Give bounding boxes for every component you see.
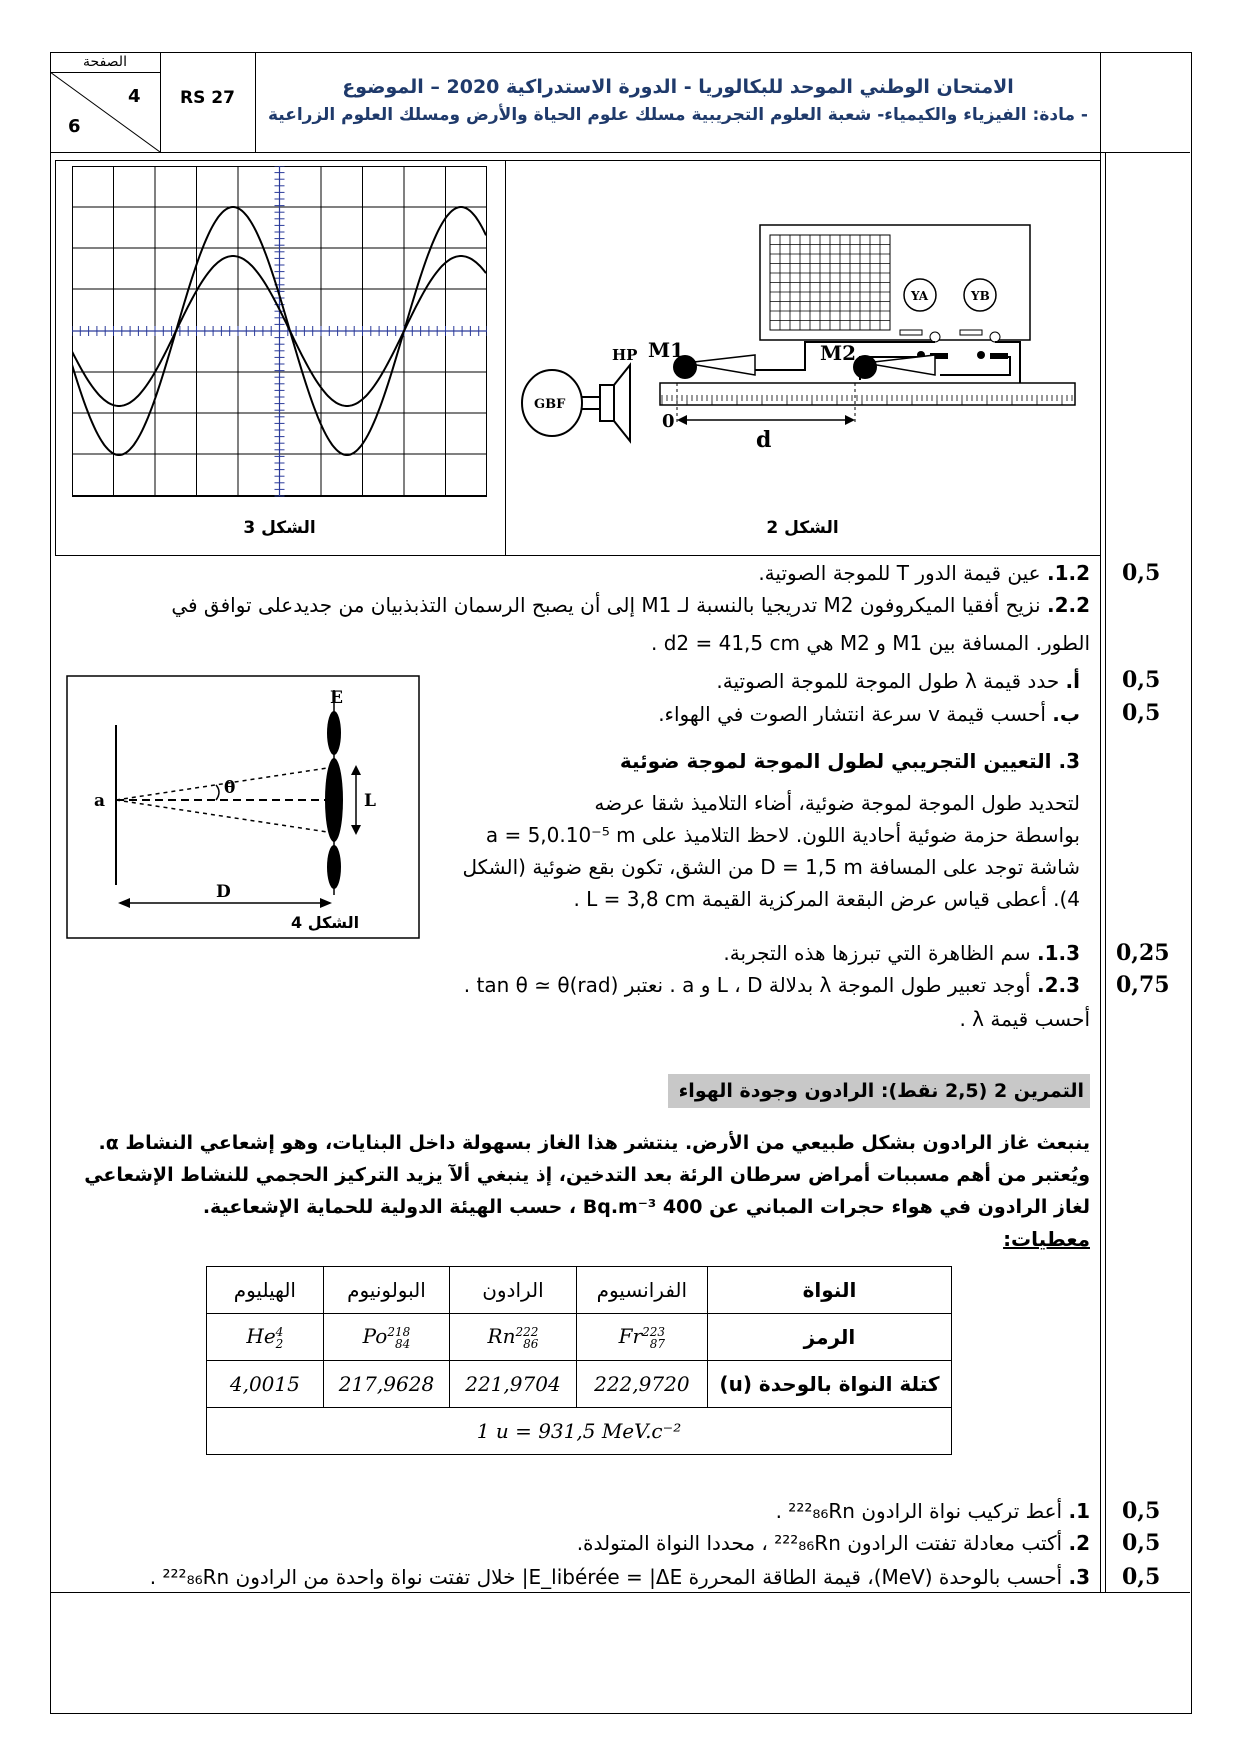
- row-header-symbol: الرمز: [707, 1314, 951, 1361]
- name-francium: الفرانسيوم: [576, 1267, 707, 1314]
- figure-3-oscillogram: [72, 166, 487, 506]
- nuclei-data-table: [206, 1266, 952, 1455]
- theta-label: θ: [224, 778, 236, 798]
- table-row: [207, 1361, 952, 1408]
- figure-2-setup: [520, 215, 1095, 515]
- question-text: أكتب معادلة تفتت الرادون ²²²₈₆Rn ، محددا النواة المتولدة.: [576, 1531, 1063, 1555]
- exercise-2-intro-3: لغاز الرادون في هواء حجرات المباني عن 400 Bq.m⁻³ ، حسب الهيئة الدولية للحماية الإشعاعية.: [202, 1196, 1090, 1218]
- figure-4-diffraction: [66, 675, 421, 940]
- question-text: أحسب بالوحدة (MeV)، قيمة الطاقة المحررة E_libérée = |ΔE| خلال تفتت نواة واحدة من الرادون ²²²₈₆Rn .: [149, 1565, 1063, 1589]
- question-1-3: [430, 938, 1080, 968]
- m2-label: M2: [820, 341, 857, 365]
- figure-2-caption: الشكل 2: [766, 518, 839, 538]
- points-ex2-1: 0,5: [1122, 1498, 1161, 1524]
- name-radon: الرادون: [450, 1267, 577, 1314]
- question-number: 2.2.: [1046, 593, 1090, 617]
- part-3-para-2: a = 5,0.10⁻⁵ m بواسطة حزمة ضوئية أحادية اللون. لاحظ التلاميذ على: [485, 823, 1080, 847]
- row-header-mass: كتلة النواة بالوحدة (u): [707, 1361, 951, 1408]
- symbol-francium: 223 87Fr: [576, 1314, 707, 1361]
- question-number: ب.: [1052, 702, 1080, 726]
- name-helium: الهيليوم: [207, 1267, 324, 1314]
- symbol-helium: 4 2He: [207, 1314, 324, 1361]
- figure-3-caption: الشكل 3: [243, 518, 316, 538]
- distance-d-label: D: [216, 882, 231, 902]
- question-text: عين قيمة الدور T للموجة الصوتية.: [758, 561, 1041, 585]
- question-number: 1.2.: [1046, 561, 1090, 585]
- symbol-polonium: 218 84Po: [323, 1314, 450, 1361]
- mass-polonium: 217,9628: [323, 1361, 450, 1408]
- question-2-2-b: [440, 699, 1080, 729]
- question-2-2-a: [440, 666, 1080, 696]
- exam-title: الامتحان الوطني الموحد للبكالوريا - الدورة الاستدراكية 2020 – الموضوع: [342, 76, 1014, 98]
- gbf-label: GBF: [534, 397, 566, 412]
- question-text: أعط تركيب نواة الرادون ²²²₈₆Rn .: [775, 1499, 1063, 1523]
- page-label: الصفحة: [83, 54, 127, 70]
- question-number: 2.: [1068, 1531, 1090, 1555]
- width-l-label: L: [364, 791, 376, 811]
- mass-radon: 221,9704: [450, 1361, 577, 1408]
- points-ex2-2: 0,5: [1122, 1530, 1161, 1556]
- m1-label: M1: [648, 338, 685, 362]
- exercise-2-title: التمرين 2 (2,5 نقط): الرادون وجودة الهواء: [668, 1074, 1090, 1108]
- table-row: [207, 1408, 952, 1455]
- points-2-3: 0,75: [1116, 972, 1170, 998]
- exercise-2-intro-1: ينبعث غاز الرادون بشكل طبيعي من الأرض. ينتشر هذا الغاز بسهولة داخل البنايات، وهو إشعاعي النشاط α.: [98, 1132, 1090, 1154]
- row-header-nucleus: النواة: [707, 1267, 951, 1314]
- points-2-2-b: 0,5: [1122, 700, 1161, 726]
- unit-conversion: 1 u = 931,5 MeV.c⁻²: [207, 1408, 952, 1455]
- ex2-question-2: [400, 1528, 1090, 1558]
- part-3-title: 3. التعيين التجريبي لطول الموجة لموجة ضوئية: [619, 749, 1080, 773]
- mass-francium: 222,9720: [576, 1361, 707, 1408]
- exercise-2-intro-2: ويُعتبر من أهم مسببات أمراض سرطان الرئة بعد التدخين، إذ ينبغي ألآ يزيد التركيز الحجمي للنشاط الإشعاعي: [84, 1164, 1090, 1186]
- question-text: أوجد تعبير طول الموجة λ بدلالة L ، D و a . نعتبر tan θ ≃ θ(rad) .: [463, 973, 1031, 997]
- part-3-para-4: 4). أعطى قياس عرض البقعة المركزية القيمة L = 3,8 cm .: [573, 887, 1080, 911]
- question-2-2-cont: الطور. المسافة بين M1 و M2 هي d2 = 41,5 cm .: [651, 631, 1090, 655]
- page-total: 6: [68, 116, 81, 137]
- exam-code: RS 27: [180, 88, 235, 108]
- points-ex2-3: 0,5: [1122, 1564, 1161, 1590]
- part-3-para-1: لتحديد طول الموجة لموجة ضوئية، أضاء التلاميذ شقا عرضه: [594, 791, 1080, 815]
- question-number: 2.3.: [1036, 973, 1080, 997]
- yb-label: YB: [971, 289, 990, 303]
- table-row: [207, 1267, 952, 1314]
- points-1-3: 0,25: [1116, 940, 1170, 966]
- page-current: 4: [128, 86, 141, 107]
- ex2-question-1: [400, 1496, 1090, 1526]
- question-text: سم الظاهرة التي تبرزها هذه التجربة.: [723, 941, 1031, 965]
- screen-e-label: E: [330, 688, 343, 708]
- question-2-3-cont: أحسب قيمة λ .: [959, 1007, 1090, 1031]
- zero-label: 0: [662, 411, 675, 432]
- question-number: 1.3.: [1036, 941, 1080, 965]
- ya-label: YA: [911, 289, 929, 303]
- question-2-3: [330, 970, 1080, 1000]
- mass-helium: 4,0015: [207, 1361, 324, 1408]
- question-text: نزيح أفقيا الميكروفون M2 تدريجيا بالنسبة لـ M1 إلى أن يصبح الرسمان التذبذبيان من جديدعلى توافق في: [171, 593, 1041, 617]
- question-text: أحسب قيمة v سرعة انتشار الصوت في الهواء.: [658, 702, 1046, 726]
- data-label: معطيات:: [1003, 1227, 1090, 1251]
- question-text: حدد قيمة λ طول الموجة للموجة الصوتية.: [716, 669, 1060, 693]
- figure-4-caption: الشكل 4: [291, 913, 360, 932]
- distance-d-label: d: [756, 427, 772, 453]
- question-number: أ.: [1065, 669, 1080, 693]
- points-1-2: 0,5: [1122, 560, 1161, 586]
- name-polonium: البولونيوم: [323, 1267, 450, 1314]
- slit-a-label: a: [94, 791, 106, 811]
- ex2-question-3: [100, 1562, 1090, 1592]
- points-2-2-a: 0,5: [1122, 667, 1161, 693]
- question-number: 3.: [1068, 1565, 1090, 1589]
- symbol-radon: 222 86Rn: [450, 1314, 577, 1361]
- question-number: 1.: [1068, 1499, 1090, 1523]
- table-row: [207, 1314, 952, 1361]
- hp-label: HP: [612, 346, 638, 364]
- exam-subject: - مادة: الفيزياء والكيمياء- شعبة العلوم التجريبية مسلك علوم الحياة والأرض ومسلك العلوم الزراعية: [267, 105, 1088, 125]
- question-2-2: [80, 590, 1090, 620]
- question-1-2: [100, 558, 1090, 588]
- page-diagonal: [50, 72, 160, 152]
- part-3-para-3: شاشة توجد على المسافة D = 1,5 m من الشق، تكون بقع ضوئية (الشكل: [462, 855, 1080, 879]
